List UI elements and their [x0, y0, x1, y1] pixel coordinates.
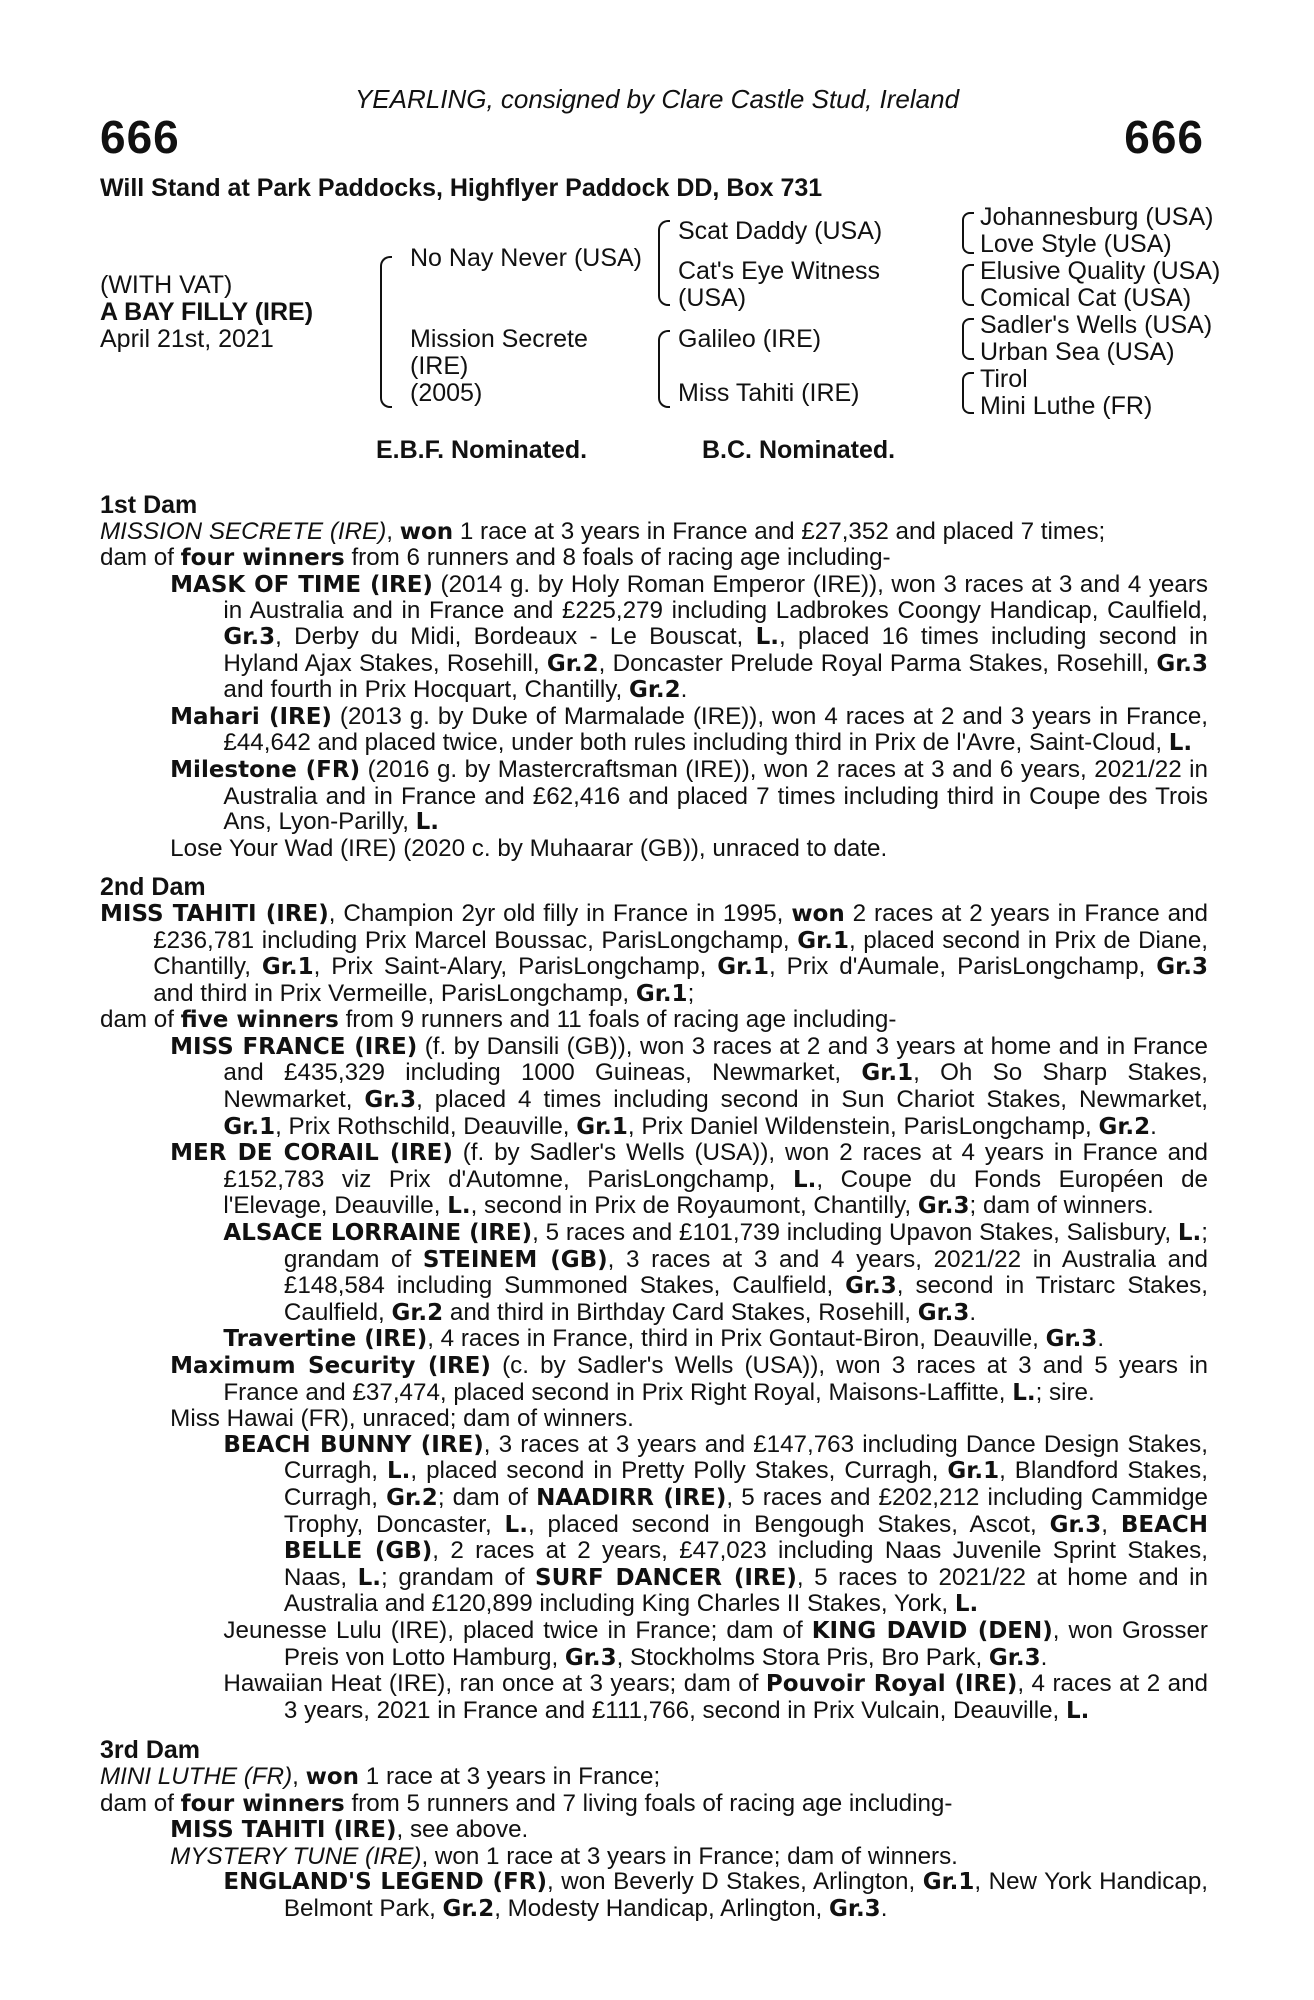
second-dam-heading: 2nd Dam	[100, 873, 206, 902]
produce-entry: Maximum Security (IRE) (c. by Sadler's Wells (USA)), won 3 races at 3 and 5 years in France and £37,474, placed second in Prix Right Royal, Maisons-Laffitte, L.; sire.	[170, 1352, 1208, 1406]
sire-sire: Scat Daddy (USA)	[678, 217, 883, 245]
produce-entry: Lose Your Wad (IRE) (2020 c. by Muhaarar (GB)), unraced to date.	[170, 834, 888, 862]
produce-entry: MISS TAHITI (IRE), see above.	[170, 1816, 529, 1844]
first-dam-heading: 1st Dam	[100, 491, 198, 519]
sire: No Nay Never (USA)	[410, 244, 642, 272]
pedigree-brace	[658, 330, 670, 408]
horse-name: A BAY FILLY (IRE)	[100, 298, 314, 326]
dam-sire: Galileo (IRE)	[678, 325, 822, 353]
third-dam-heading: 3rd Dam	[100, 1736, 201, 1765]
pedigree-brace	[962, 212, 974, 254]
bc-nomination: B.C. Nominated.	[702, 436, 896, 464]
gg-1: Johannesburg (USA)	[980, 203, 1214, 231]
produce-entry: BEACH BUNNY (IRE), 3 races at 3 years and £147,763 including Dance Design Stakes, Curragh, L., placed second in Pretty Polly Stakes, Curragh, Gr.1, Blandford Stakes, Curragh, Gr.2; dam of NAADIRR (IRE), 5 races and £202,212 including Cammidge Trophy, Doncaster, L., placed second in Bengough Stakes, Ascot, Gr.3, BEACH BELLE (GB), 2 races at 2 years, £47,023 including Naas Juvenile Sprint Stakes, Naas, L.; grandam of SURF DANCER (IRE), 5 races to 2021/22 at home and in Australia and £120,899 including King Charles II Stakes, York, L.	[223, 1430, 1209, 1618]
pedigree-brace	[962, 372, 974, 414]
produce-entry: MISS FRANCE (IRE) (f. by Dansili (GB)), won 3 races at 2 and 3 years at home and in France and £435,329 including 1000 Guineas, Newmarket, Gr.1, Oh So Sharp Stakes, Newmarket, Gr.3, placed 4 times including second in Sun Chariot Stakes, Newmarket, Gr.1, Prix Rothschild, Deauville, Gr.1, Prix Daniel Wildenstein, ParisLongchamp, Gr.2.	[170, 1032, 1208, 1140]
dam-dam: Miss Tahiti (IRE)	[678, 379, 860, 407]
second-dam-text: MISS TAHITI (IRE), Champion 2yr old filly in France in 1995, won 2 races at 2 years in France and £236,781 including Prix Marcel Boussac, ParisLongchamp, Gr.1, placed second in Prix de Diane, Chantilly, Gr.1, Prix Saint-Alary, ParisLongchamp, Gr.1, Prix d'Aumale, ParisLongchamp, Gr.3 and third in Prix Vermeille, ParisLongchamp, Gr.1;	[100, 899, 1208, 1007]
gg-8: Mini Luthe (FR)	[980, 392, 1153, 420]
pedigree-brace	[962, 264, 974, 306]
ebf-nomination: E.B.F. Nominated.	[376, 436, 588, 464]
sire-dam-line1: Cat's Eye Witness	[678, 257, 881, 285]
gg-7: Tirol	[980, 365, 1028, 393]
produce-entry: Jeunesse Lulu (IRE), placed twice in France; dam of KING DAVID (DEN), won Grosser Preis von Lotto Hamburg, Gr.3, Stockholms Stora Pris, Bro Park, Gr.3.	[223, 1616, 1208, 1671]
sire-dam-line2: (USA)	[678, 284, 747, 312]
stabling-location: Will Stand at Park Paddocks, Highflyer Paddock DD, Box 731	[100, 174, 823, 202]
produce-entry: MYSTERY TUNE (IRE), won 1 race at 3 years in France; dam of winners.	[170, 1842, 958, 1870]
produce-entry: Travertine (IRE), 4 races in France, third in Prix Gontaut-Biron, Deauville, Gr.3.	[223, 1325, 1105, 1353]
gg-4: Comical Cat (USA)	[980, 284, 1192, 312]
gg-5: Sadler's Wells (USA)	[980, 311, 1213, 339]
produce-entry: MASK OF TIME (IRE) (2014 g. by Holy Roman Emperor (IRE)), won 3 races at 3 and 4 years in Australia and in France and £225,279 including Ladbrokes Coongy Handicap, Caulfield, Gr.3, Derby du Midi, Bordeaux - Le Bouscat, L., placed 16 times including second in Hyland Ajax Stakes, Rosehill, Gr.2, Doncaster Prelude Royal Parma Stakes, Rosehill, Gr.3 and fourth in Prix Hocquart, Chantilly, Gr.2.	[170, 570, 1209, 704]
gg-2: Love Style (USA)	[980, 230, 1172, 258]
first-dam-text: MISSION SECRETE (IRE), won 1 race at 3 years in France and £27,352 and placed 7 times;	[100, 517, 1106, 545]
gg-3: Elusive Quality (USA)	[980, 257, 1221, 285]
dam-line1: Mission Secrete	[410, 325, 588, 353]
foaling-date: April 21st, 2021	[100, 325, 274, 353]
dam-line2: (IRE)	[410, 352, 469, 380]
pedigree-brace	[380, 256, 392, 408]
produce-entry: Miss Hawai (FR), unraced; dam of winners.	[170, 1405, 634, 1433]
dam-line3: (2005)	[410, 379, 483, 407]
pedigree-brace	[962, 318, 974, 360]
produce-entry: ENGLAND'S LEGEND (FR), won Beverly D Stakes, Arlington, Gr.1, New York Handicap, Belmont Park, Gr.2, Modesty Handicap, Arlington, Gr.3.	[223, 1868, 1208, 1922]
vat-note: (WITH VAT)	[100, 271, 233, 299]
third-dam-text: MINI LUTHE (FR), won 1 race at 3 years in France;	[100, 1762, 661, 1790]
produce-entry: Mahari (IRE) (2013 g. by Duke of Marmalade (IRE)), won 4 races at 2 and 3 years in France, £44,642 and placed twice, under both rules including third in Prix de l'Avre, Saint-Cloud, L.	[170, 702, 1208, 757]
gg-6: Urban Sea (USA)	[980, 338, 1175, 366]
produce-entry: Hawaiian Heat (IRE), ran once at 3 years; dam of Pouvoir Royal (IRE), 4 races at 2 and 3 years, 2021 in France and £111,766, second in Prix Vulcain, Deauville, L.	[223, 1670, 1208, 1724]
produce-entry: Milestone (FR) (2016 g. by Mastercraftsman (IRE)), won 2 races at 3 and 6 years, 2021/22 in Australia and in France and £62,416 and placed 7 times including third in Coupe des Trois Ans, Lyon-Parilly, L.	[170, 755, 1209, 836]
produce-entry: ALSACE LORRAINE (IRE), 5 races and £101,739 including Upavon Stakes, Salisbury, L.; grandam of STEINEM (GB), 3 races at 3 and 4 years, 2021/22 in Australia and £148,584 including Summoned Stakes, Caulfield, Gr.3, second in Tristarc Stakes, Caulfield, Gr.2 and third in Birthday Card Stakes, Rosehill, Gr.3.	[223, 1219, 1209, 1326]
racing-record: 1st Dam MISSION SECRETE (IRE), won 1 race at 3 years in France and £27,352 and placed 7 times; dam of four winners from 6 runners and 8 foals of racing age including- MASK OF TIME (IRE) (2014 g. by Holy Roman Emperor (IRE)), won 3 races at 3 and 4 years in Australia and in France and £225,279 including Ladbrokes Coongy Handicap, Caulfield, Gr.3, Derby du Midi, Bordeaux - Le Bouscat, L., placed 16 times including second in Hyland Ajax Stakes, Rosehill, Gr.2, Doncaster Prelude Royal Parma Stakes, Rosehill, Gr.3 and fourth in Prix Hocquart, Chantilly, Gr.2. Mahari (IRE) (2013 g. by Duke of Marmalade (IRE)), won 4 races at 2 and 3 years in France, £44,642 and placed twice, under both rules including third in Prix de l'Avre, Saint-Cloud, L. Milestone (FR) (2016 g. by Mastercraftsman (IRE)), won 2 races at 3 and 6 years, 2021/22 in Australia and in France and £62,416 and placed 7 times including third in Coupe des Trois Ans, Lyon-Parilly, L. Lose Your Wad (IRE) (2020 c. by Muhaarar (GB)), unraced to date. 2nd Dam MISS TAHITI (IRE), Champion 2yr old filly in France in 1995, won 2 races at 2 years in France and £236,781 including Prix Marcel Boussac, ParisLongchamp, Gr.1, placed second in Prix de Diane, Chantilly, Gr.1, Prix Saint-Alary, ParisLongchamp, Gr.1, Prix d'Aumale, ParisLongchamp, Gr.3 and third in Prix Vermeille, ParisLongchamp, Gr.1; dam of five winners from 9 runners and 11 foals of racing age including- MISS FRANCE (IRE) (f. by Dansili (GB)), won 3 races at 2 and 3 years at home and in France and £435,329 including 1000 Guineas, Newmarket, Gr.1, Oh So Sharp Stakes, Newmarket, Gr.3, placed 4 times including second in Sun Chariot Stakes, Newmarket, Gr.1, Prix Rothschild, Deauville, Gr.1, Prix Daniel Wildenstein, ParisLongchamp, Gr.2. MER DE CORAIL (IRE) (f. by Sadler's Wells (USA)), won 2 races at 4 years in France and £152,783 viz Prix d'Automne, ParisLongchamp, L., Coupe du Fonds Européen de l'Elevage, Deauville, L., second in Prix de Royaumont, Chantilly, Gr.3; dam of winners. ALSACE LORRAINE (IRE), 5 races and £101,739 including Upavon Stakes, Salisbury, L.; grandam of STEINEM (GB), 3 races at 3 and 4 years, 2021/22 in Australia and £148,584 including Summoned Stakes, Caulfield, Gr.3, second in Tristarc Stakes, Caulfield, Gr.2 and third in Birthday Card Stakes, Rosehill, Gr.3. Travertine (IRE), 4 races in France, third in Prix Gontaut-Biron, Deauville, Gr.3. Maximum Security (IRE) (c. by Sadler's Wells (USA)), won 3 races at 3 and 5 years in France and £37,474, placed second in Prix Right Royal, Maisons-Laffitte, L.; sire. Miss Hawai (FR), unraced; dam of winners. BEACH BUNNY (IRE), 3 races at 3 years and £147,763 including Dance Design Stakes, Curragh, L., placed second in Pretty Polly Stakes, Curragh, Gr.1, Blandford Stakes, Curragh, Gr.2; dam of NAADIRR (IRE), 5 races and £202,212 including Cammidge Trophy, Doncaster, L., placed second in Bengough Stakes, Ascot, Gr.3, BEACH BELLE (GB), 2 races at 2 years, £47,023 including Naas Juvenile Sprint Stakes, Naas, L.; grandam of SURF DANCER (IRE), 5 races to 2021/22 at home and in Australia and £120,899 including King Charles II Stakes, York, L. Jeunesse Lulu (IRE), placed twice in France; dam of KING DAVID (DEN), won Grosser Preis von Lotto Hamburg, Gr.3, Stockholms Stora Pris, Bro Park, Gr.3. Hawaiian Heat (IRE), ran once at 3 years; dam of Pouvoir Royal (IRE), 4 races at 2 and 3 years, 2021 in France and £111,766, second in Prix Vulcain, Deauville, L. 3rd Dam MINI LUTHE (FR), won 1 race at 3 years in France; dam of four winners from 5 runners and 7 living foals of racing age including- MISS TAHITI (IRE), see above. MYSTERY TUNE (IRE), won 1 race at 3 years in France; dam of winners. ENGLAND'S LEGEND (FR), won Beverly D Stakes, Arlington, Gr.1, New York Handicap, Belmont Park, Gr.2, Modesty Handicap, Arlington, Gr.3.	[100, 491, 1209, 1922]
lot-number-left: 666	[100, 111, 180, 163]
consignor-line: YEARLING, consigned by Clare Castle Stud, Ireland	[354, 84, 960, 114]
produce-entry: MER DE CORAIL (IRE) (f. by Sadler's Wells (USA)), won 2 races at 4 years in France and £152,783 viz Prix d'Automne, ParisLongchamp, L., Coupe du Fonds Européen de l'Elevage, Deauville, L., second in Prix de Royaumont, Chantilly, Gr.3; dam of winners.	[170, 1139, 1208, 1220]
lot-number-right: 666	[1124, 111, 1204, 163]
pedigree-brace	[658, 220, 670, 306]
